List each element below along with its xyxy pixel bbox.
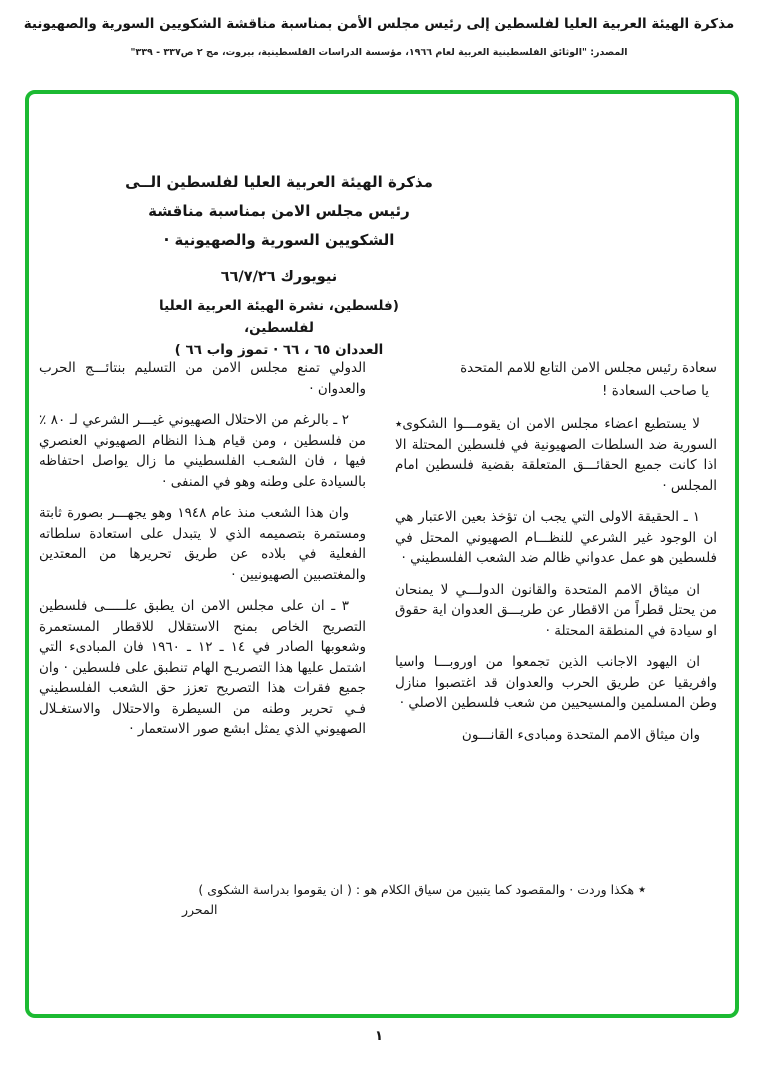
body-paragraph: ١ ـ الحقيقة الاولى التي يجب ان تؤخذ بعين الاعتبار هي ان الوجود غير الشرعي للنظـــام الصهيوني المحتل في فلسطين هو عمل عدواني ظالم ضد الشعب الفلسطيني · [395,509,717,566]
left-column [39,358,366,751]
salutation-line: سعادة رئيس مجلس الامن التابع للامم المتحدة [460,360,717,376]
body-paragraph: ٢ ـ بالرغم من الاحتلال الصهيوني غيـــر الشرعي لـ ٨٠ ٪ من فلسطين ، ومن قيام هـذا النظام الصهيوني العنصري فيها ، فان الشعـب الفلسطيني ما زال يواصل احتفاظه بالسيادة على وطنه وهو في المنفى · [39,412,366,490]
footnote-text: هكذا وردت · والمقصود كما يتبين من سياق الكلام هو : ( ان يقوموا بدراسة الشكوى ) [198,882,639,897]
memo-publication-block [124,266,434,361]
right-column [395,358,717,756]
memo-issue-line: (فلسطين، نشرة الهيئة العربية العليا لفلسطين، [159,298,399,336]
body-paragraph: ٣ ـ ان على مجلس الامن ان يطبق علـــــى فلسطين التصريح الخاص بمنح الاستقلال للاقطار المستعمرة وشعوبها الصادر في ١٤ ـ ١٢ ـ ١٩٦٠ فان المبادىء التي اشتمل عليها هذا التصريـح الهام تنطبق على فلسطين · وان جميع فقرات هذا التصريح تعزز حق الشعب الفلسطيني فـي تحرير وطنه من السيطرة والاحتلال والاستغـلال الصهيوني الذي يمثل ابشع صور الاستعمار · [39,598,366,737]
footnote [110,880,646,920]
memo-title-line: رئيس مجلس الامن بمناسبة مناقشة [148,202,410,220]
memo-title-line: مذكرة الهيئة العربية العليا لفلسطين الــى [125,173,433,191]
body-paragraph: وان هذا الشعب منذ عام ١٩٤٨ وهو يجهـــر بصورة ثابتة ومستمرة بتصميمه الذي لا يتبدل على استعادة سلطاته الفعلية في بلاده عن طريق تحريرها من المعتدين والمغتصبين الصهيونيين · [39,505,366,583]
footnote-line [110,880,646,900]
document-border-frame [25,90,739,1018]
page-number: ١ [374,1028,384,1044]
memo-date: نيويورك ٦٦/٧/٢٦ [220,269,338,285]
body-paragraph: ان اليهود الاجانب الذين تجمعوا من اوروبـــا واسيا وافريقيا عن طريق الحرب والعدوان قد اغتصبوا منازل وطن المسلمين والمسيحيين من شعب فلسطين الاصلي · [395,654,717,711]
body-paragraph: لا يستطيع اعضاء مجلس الامن ان يقومـــوا الشكوى٭ السورية ضد السلطات الصهيونية في فلسطين المحتلة الا اذا كانت جميع الحقائـــق المتعلقة بقضية فلسطين امام المجلس · [395,416,717,494]
body-paragraph: الدولي تمنع مجلس الامن من التسليم بنتائـــج الحرب والعدوان · [39,360,366,397]
salutation-line: يا صاحب السعادة ! [602,382,709,399]
memo-issue-line: العددان ٦٥ ، ٦٦ · تموز واب ٦٦ ) [174,342,384,358]
footnote-signature: المحرر [182,902,218,917]
memo-title-block [124,168,434,255]
memo-title-line: الشكويين السورية والصهيونية · [163,231,395,249]
body-paragraph: ان ميثاق الامم المتحدة والقانون الدولـــي لا يمنحان من يحتل قطراً من الاقطار عن طريـــق العدوان اية حقوق او سيادة في المنطقة المحتلة · [395,581,717,639]
source-citation: المصدر: "الوثائق الفلسطينية العربية لعام ١٩٦٦، مؤسسة الدراسات الفلسطينية، بيروت، مج ٢ ص٣٣٧ - ٣٣٩" [130,47,628,58]
memo-header-title: مذكرة الهيئة العربية العليا لفلسطين إلى رئيس مجلس الأمن بمناسبة مناقشة الشكويين السورية والصهيونية [23,16,735,32]
footnote-asterisk-mark: ٭ [638,882,646,898]
body-paragraph: وان ميثاق الامم المتحدة ومبادىء القانـــون [461,726,700,743]
